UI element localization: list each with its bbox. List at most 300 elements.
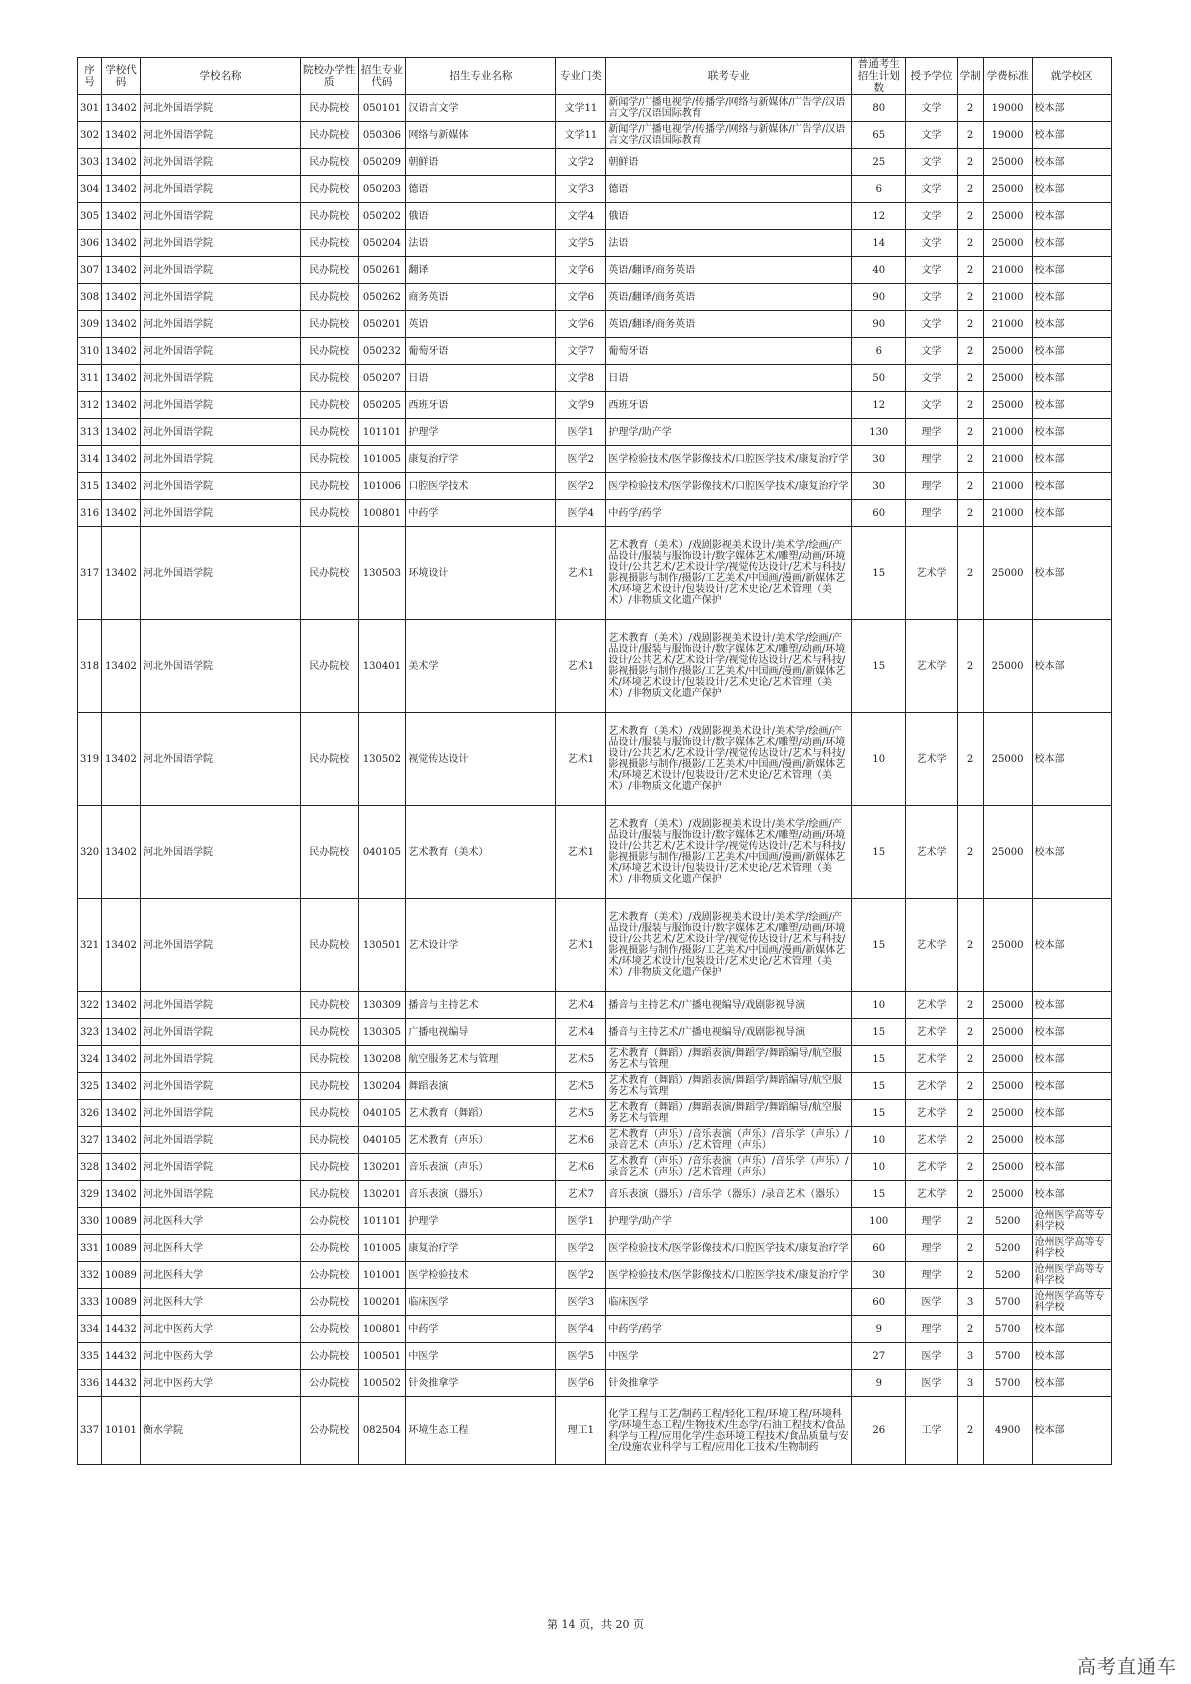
cell-joint-majors: 中医学 [606, 1343, 852, 1370]
cell-major-code: 130401 [358, 620, 406, 713]
cell-duration: 2 [957, 419, 983, 446]
cell-joint-majors: 法语 [606, 230, 852, 257]
cell-index: 314 [78, 446, 102, 473]
cell-school-name: 河北外国语学院 [141, 1100, 301, 1127]
cell-school-code: 13402 [101, 176, 140, 203]
cell-school-name: 河北中医药大学 [141, 1370, 301, 1397]
cell-school-name: 衡水学院 [141, 1397, 301, 1465]
cell-tuition: 5700 [983, 1370, 1032, 1397]
cell-major-code: 101101 [358, 419, 406, 446]
cell-joint-majors: 播音与主持艺术/广播电视编导/戏剧影视导演 [606, 992, 852, 1019]
cell-index: 335 [78, 1343, 102, 1370]
cell-school-name: 河北外国语学院 [141, 899, 301, 992]
cell-campus: 校本部 [1032, 806, 1111, 899]
cell-major-name: 日语 [406, 365, 556, 392]
cell-campus: 校本部 [1032, 1100, 1111, 1127]
cell-duration: 2 [957, 473, 983, 500]
cell-school-code: 13402 [101, 230, 140, 257]
cell-school-code: 14432 [101, 1370, 140, 1397]
table-row [78, 257, 1112, 284]
cell-major-name: 广播电视编导 [406, 1019, 556, 1046]
cell-degree: 文学 [906, 203, 957, 230]
table-row [78, 419, 1112, 446]
cell-degree: 理学 [906, 1235, 957, 1262]
cell-campus: 校本部 [1032, 1127, 1111, 1154]
cell-major-name: 音乐表演（声乐） [406, 1154, 556, 1181]
cell-duration: 2 [957, 620, 983, 713]
cell-campus: 校本部 [1032, 1343, 1111, 1370]
cell-school-type: 民办院校 [300, 620, 358, 713]
table-row [78, 1019, 1112, 1046]
cell-school-code: 10089 [101, 1208, 140, 1235]
cell-plan-count: 15 [852, 899, 906, 992]
cell-joint-majors: 英语/翻译/商务英语 [606, 257, 852, 284]
cell-category: 艺术1 [556, 899, 606, 992]
cell-major-code: 050203 [358, 176, 406, 203]
cell-tuition: 19000 [983, 122, 1032, 149]
cell-tuition: 25000 [983, 230, 1032, 257]
cell-plan-count: 6 [852, 176, 906, 203]
cell-major-name: 中药学 [406, 1316, 556, 1343]
cell-tuition: 21000 [983, 473, 1032, 500]
cell-degree: 医学 [906, 1343, 957, 1370]
cell-joint-majors: 艺术教育（美术）/戏剧影视美术设计/美术学/绘画/产品设计/服装与服饰设计/数字媒体艺术/雕塑/动画/环境设计/公共艺术/艺术设计学/视觉传达设计/艺术与科技/影视摄影与制作/摄影/工艺美术/中国画/漫画/新媒体艺术/环境艺术设计/包装设计/艺术史论/艺术管理（美术）/非物质文化遗产保护 [606, 527, 852, 620]
cell-degree: 艺术学 [906, 992, 957, 1019]
cell-school-name: 河北外国语学院 [141, 338, 301, 365]
cell-plan-count: 90 [852, 311, 906, 338]
cell-school-type: 公办院校 [300, 1343, 358, 1370]
cell-school-code: 13402 [101, 899, 140, 992]
table-row [78, 284, 1112, 311]
cell-campus: 校本部 [1032, 284, 1111, 311]
header-cell: 序号 [78, 58, 102, 95]
cell-major-code: 100201 [358, 1289, 406, 1316]
cell-index: 326 [78, 1100, 102, 1127]
cell-index: 309 [78, 311, 102, 338]
cell-degree: 理学 [906, 473, 957, 500]
cell-major-name: 网络与新媒体 [406, 122, 556, 149]
cell-duration: 2 [957, 446, 983, 473]
cell-major-name: 护理学 [406, 419, 556, 446]
cell-index: 318 [78, 620, 102, 713]
cell-major-name: 艺术教育（声乐） [406, 1127, 556, 1154]
cell-category: 医学5 [556, 1343, 606, 1370]
cell-school-code: 13402 [101, 1127, 140, 1154]
cell-school-type: 民办院校 [300, 899, 358, 992]
cell-duration: 2 [957, 1397, 983, 1465]
cell-category: 医学6 [556, 1370, 606, 1397]
cell-joint-majors: 护理学/助产学 [606, 1208, 852, 1235]
cell-school-code: 10089 [101, 1235, 140, 1262]
header-cell: 招生专业名称 [406, 58, 556, 95]
cell-duration: 2 [957, 338, 983, 365]
cell-campus: 校本部 [1032, 1046, 1111, 1073]
cell-school-type: 民办院校 [300, 122, 358, 149]
cell-category: 文学5 [556, 230, 606, 257]
cell-category: 艺术1 [556, 620, 606, 713]
cell-major-name: 医学检验技术 [406, 1262, 556, 1289]
cell-tuition: 21000 [983, 446, 1032, 473]
cell-major-name: 艺术教育（美术） [406, 806, 556, 899]
cell-major-name: 针灸推拿学 [406, 1370, 556, 1397]
cell-category: 理工1 [556, 1397, 606, 1465]
cell-joint-majors: 中药学/药学 [606, 500, 852, 527]
cell-school-type: 民办院校 [300, 365, 358, 392]
cell-duration: 2 [957, 527, 983, 620]
cell-tuition: 19000 [983, 95, 1032, 122]
cell-campus: 沧州医学高等专科学校 [1032, 1208, 1111, 1235]
cell-school-code: 13402 [101, 713, 140, 806]
cell-joint-majors: 新闻学/广播电视学/传播学/网络与新媒体/广告学/汉语言文学/汉语国际教育 [606, 122, 852, 149]
header-cell: 招生专业代码 [358, 58, 406, 95]
cell-category: 艺术4 [556, 992, 606, 1019]
cell-category: 艺术6 [556, 1127, 606, 1154]
cell-category: 文学8 [556, 365, 606, 392]
cell-category: 医学2 [556, 1262, 606, 1289]
table-row [78, 230, 1112, 257]
cell-tuition: 25000 [983, 1181, 1032, 1208]
cell-school-type: 公办院校 [300, 1235, 358, 1262]
cell-campus: 校本部 [1032, 1370, 1111, 1397]
table-row [78, 1262, 1112, 1289]
cell-index: 316 [78, 500, 102, 527]
cell-plan-count: 50 [852, 365, 906, 392]
watermark-text: 高考直通车 [1076, 1656, 1177, 1678]
cell-plan-count: 30 [852, 446, 906, 473]
cell-school-type: 民办院校 [300, 1073, 358, 1100]
cell-school-name: 河北外国语学院 [141, 311, 301, 338]
header-cell: 就学校区 [1032, 58, 1111, 95]
cell-major-code: 082504 [358, 1397, 406, 1465]
cell-campus: 校本部 [1032, 1019, 1111, 1046]
cell-duration: 2 [957, 713, 983, 806]
cell-school-name: 河北外国语学院 [141, 1073, 301, 1100]
cell-joint-majors: 艺术教育（美术）/戏剧影视美术设计/美术学/绘画/产品设计/服装与服饰设计/数字媒体艺术/雕塑/动画/环境设计/公共艺术/艺术设计学/视觉传达设计/艺术与科技/影视摄影与制作/摄影/工艺美术/中国画/漫画/新媒体艺术/环境艺术设计/包装设计/艺术史论/艺术管理（美术）/非物质文化遗产保护 [606, 806, 852, 899]
cell-degree: 艺术学 [906, 899, 957, 992]
cell-major-code: 130201 [358, 1154, 406, 1181]
cell-school-type: 民办院校 [300, 230, 358, 257]
cell-category: 艺术5 [556, 1100, 606, 1127]
cell-school-type: 民办院校 [300, 992, 358, 1019]
cell-major-code: 050204 [358, 230, 406, 257]
cell-plan-count: 25 [852, 149, 906, 176]
cell-tuition: 25000 [983, 1154, 1032, 1181]
cell-joint-majors: 艺术教育（舞蹈）/舞蹈表演/舞蹈学/舞蹈编导/航空服务艺术与管理 [606, 1100, 852, 1127]
cell-school-name: 河北医科大学 [141, 1289, 301, 1316]
cell-school-type: 民办院校 [300, 338, 358, 365]
cell-school-code: 13402 [101, 419, 140, 446]
cell-school-type: 公办院校 [300, 1397, 358, 1465]
cell-duration: 2 [957, 365, 983, 392]
cell-degree: 文学 [906, 95, 957, 122]
cell-duration: 3 [957, 1343, 983, 1370]
cell-major-code: 100501 [358, 1343, 406, 1370]
table-row [78, 473, 1112, 500]
cell-tuition: 21000 [983, 284, 1032, 311]
cell-campus: 校本部 [1032, 122, 1111, 149]
cell-duration: 2 [957, 311, 983, 338]
cell-school-code: 13402 [101, 149, 140, 176]
cell-degree: 理学 [906, 1316, 957, 1343]
table-row [78, 122, 1112, 149]
header-cell: 学校名称 [141, 58, 301, 95]
table-row [78, 1208, 1112, 1235]
cell-plan-count: 100 [852, 1208, 906, 1235]
cell-school-code: 13402 [101, 311, 140, 338]
cell-plan-count: 10 [852, 1127, 906, 1154]
cell-campus: 校本部 [1032, 257, 1111, 284]
cell-major-name: 朝鲜语 [406, 149, 556, 176]
cell-category: 艺术5 [556, 1073, 606, 1100]
cell-plan-count: 60 [852, 500, 906, 527]
cell-degree: 文学 [906, 311, 957, 338]
cell-school-name: 河北外国语学院 [141, 1046, 301, 1073]
cell-tuition: 5700 [983, 1289, 1032, 1316]
cell-duration: 2 [957, 230, 983, 257]
cell-degree: 艺术学 [906, 620, 957, 713]
table-row [78, 1235, 1112, 1262]
cell-school-type: 民办院校 [300, 806, 358, 899]
cell-school-code: 13402 [101, 473, 140, 500]
cell-category: 医学4 [556, 500, 606, 527]
cell-duration: 2 [957, 1154, 983, 1181]
cell-school-name: 河北外国语学院 [141, 1127, 301, 1154]
cell-degree: 艺术学 [906, 1127, 957, 1154]
cell-index: 329 [78, 1181, 102, 1208]
cell-duration: 2 [957, 1127, 983, 1154]
cell-major-code: 050261 [358, 257, 406, 284]
cell-index: 319 [78, 713, 102, 806]
header-cell: 联考专业 [606, 58, 852, 95]
cell-duration: 2 [957, 149, 983, 176]
cell-school-code: 13402 [101, 203, 140, 230]
cell-school-code: 13402 [101, 806, 140, 899]
cell-duration: 2 [957, 899, 983, 992]
cell-joint-majors: 德语 [606, 176, 852, 203]
cell-major-name: 艺术设计学 [406, 899, 556, 992]
table-row [78, 311, 1112, 338]
cell-school-type: 民办院校 [300, 176, 358, 203]
cell-major-code: 050209 [358, 149, 406, 176]
cell-campus: 校本部 [1032, 176, 1111, 203]
cell-category: 艺术1 [556, 806, 606, 899]
cell-degree: 文学 [906, 122, 957, 149]
cell-campus: 校本部 [1032, 446, 1111, 473]
cell-duration: 2 [957, 992, 983, 1019]
cell-index: 322 [78, 992, 102, 1019]
cell-school-code: 13402 [101, 1154, 140, 1181]
cell-major-name: 中药学 [406, 500, 556, 527]
table-body [78, 95, 1112, 1465]
table-row [78, 1100, 1112, 1127]
cell-duration: 2 [957, 1316, 983, 1343]
cell-campus: 校本部 [1032, 620, 1111, 713]
cell-duration: 3 [957, 1370, 983, 1397]
cell-duration: 2 [957, 1046, 983, 1073]
table-row [78, 1370, 1112, 1397]
cell-duration: 2 [957, 257, 983, 284]
cell-duration: 2 [957, 95, 983, 122]
cell-tuition: 25000 [983, 1019, 1032, 1046]
cell-school-type: 民办院校 [300, 203, 358, 230]
table-row [78, 1181, 1112, 1208]
cell-index: 328 [78, 1154, 102, 1181]
cell-school-name: 河北外国语学院 [141, 284, 301, 311]
cell-school-code: 10089 [101, 1289, 140, 1316]
cell-major-code: 100801 [358, 500, 406, 527]
cell-major-name: 美术学 [406, 620, 556, 713]
table-row [78, 500, 1112, 527]
cell-category: 文学6 [556, 257, 606, 284]
cell-major-code: 101005 [358, 1235, 406, 1262]
cell-school-type: 民办院校 [300, 1046, 358, 1073]
cell-degree: 文学 [906, 284, 957, 311]
cell-duration: 2 [957, 1262, 983, 1289]
cell-index: 337 [78, 1397, 102, 1465]
cell-school-code: 14432 [101, 1316, 140, 1343]
table-row [78, 446, 1112, 473]
cell-tuition: 5200 [983, 1208, 1032, 1235]
cell-index: 304 [78, 176, 102, 203]
table-row [78, 1127, 1112, 1154]
header-cell: 学校代码 [101, 58, 140, 95]
cell-duration: 2 [957, 176, 983, 203]
cell-school-type: 民办院校 [300, 473, 358, 500]
cell-major-name: 环境设计 [406, 527, 556, 620]
cell-joint-majors: 音乐表演（器乐）/音乐学（器乐）/录音艺术（器乐） [606, 1181, 852, 1208]
cell-school-code: 13402 [101, 95, 140, 122]
cell-major-code: 101101 [358, 1208, 406, 1235]
cell-degree: 艺术学 [906, 1100, 957, 1127]
cell-plan-count: 15 [852, 1100, 906, 1127]
cell-campus: 校本部 [1032, 338, 1111, 365]
cell-tuition: 21000 [983, 257, 1032, 284]
cell-degree: 艺术学 [906, 1046, 957, 1073]
cell-joint-majors: 俄语 [606, 203, 852, 230]
cell-campus: 校本部 [1032, 1073, 1111, 1100]
cell-major-name: 播音与主持艺术 [406, 992, 556, 1019]
cell-category: 艺术7 [556, 1181, 606, 1208]
cell-index: 303 [78, 149, 102, 176]
cell-major-code: 050232 [358, 338, 406, 365]
table-row [78, 899, 1112, 992]
cell-school-name: 河北医科大学 [141, 1262, 301, 1289]
cell-tuition: 5700 [983, 1316, 1032, 1343]
cell-campus: 沧州医学高等专科学校 [1032, 1262, 1111, 1289]
cell-school-type: 民办院校 [300, 713, 358, 806]
cell-major-code: 040105 [358, 1127, 406, 1154]
cell-school-name: 河北医科大学 [141, 1208, 301, 1235]
cell-major-name: 康复治疗学 [406, 446, 556, 473]
cell-category: 文学11 [556, 122, 606, 149]
cell-major-code: 130503 [358, 527, 406, 620]
header-cell: 院校办学性质 [300, 58, 358, 95]
cell-school-type: 民办院校 [300, 311, 358, 338]
cell-index: 332 [78, 1262, 102, 1289]
cell-plan-count: 15 [852, 527, 906, 620]
cell-plan-count: 30 [852, 473, 906, 500]
cell-tuition: 25000 [983, 365, 1032, 392]
cell-school-name: 河北外国语学院 [141, 1019, 301, 1046]
cell-index: 312 [78, 392, 102, 419]
cell-degree: 工学 [906, 1397, 957, 1465]
cell-category: 医学1 [556, 1208, 606, 1235]
cell-major-code: 130201 [358, 1181, 406, 1208]
cell-index: 321 [78, 899, 102, 992]
cell-major-code: 130501 [358, 899, 406, 992]
cell-duration: 2 [957, 806, 983, 899]
cell-school-name: 河北外国语学院 [141, 527, 301, 620]
cell-index: 327 [78, 1127, 102, 1154]
table-row [78, 1397, 1112, 1465]
cell-degree: 文学 [906, 392, 957, 419]
cell-school-type: 民办院校 [300, 1100, 358, 1127]
cell-major-name: 西班牙语 [406, 392, 556, 419]
header-row [78, 58, 1112, 95]
cell-index: 313 [78, 419, 102, 446]
cell-major-name: 翻译 [406, 257, 556, 284]
cell-category: 文学4 [556, 203, 606, 230]
cell-index: 334 [78, 1316, 102, 1343]
cell-school-type: 公办院校 [300, 1262, 358, 1289]
cell-joint-majors: 英语/翻译/商务英语 [606, 284, 852, 311]
cell-major-name: 英语 [406, 311, 556, 338]
cell-school-name: 河北外国语学院 [141, 95, 301, 122]
cell-joint-majors: 英语/翻译/商务英语 [606, 311, 852, 338]
cell-school-type: 民办院校 [300, 284, 358, 311]
table-row [78, 95, 1112, 122]
cell-category: 艺术1 [556, 527, 606, 620]
table-row [78, 992, 1112, 1019]
cell-tuition: 25000 [983, 992, 1032, 1019]
cell-school-name: 河北外国语学院 [141, 473, 301, 500]
cell-joint-majors: 艺术教育（声乐）/音乐表演（声乐）/音乐学（声乐）/录音艺术（声乐）/艺术管理（声乐） [606, 1127, 852, 1154]
cell-major-code: 130502 [358, 713, 406, 806]
cell-school-type: 民办院校 [300, 95, 358, 122]
cell-duration: 2 [957, 122, 983, 149]
cell-tuition: 25000 [983, 203, 1032, 230]
cell-tuition: 25000 [983, 1127, 1032, 1154]
cell-campus: 校本部 [1032, 365, 1111, 392]
cell-major-code: 050262 [358, 284, 406, 311]
cell-school-code: 13402 [101, 992, 140, 1019]
cell-plan-count: 9 [852, 1316, 906, 1343]
cell-school-code: 13402 [101, 365, 140, 392]
cell-index: 317 [78, 527, 102, 620]
cell-school-name: 河北医科大学 [141, 1235, 301, 1262]
cell-joint-majors: 西班牙语 [606, 392, 852, 419]
header-cell: 授予学位 [906, 58, 957, 95]
cell-category: 医学2 [556, 1235, 606, 1262]
cell-major-code: 050306 [358, 122, 406, 149]
cell-index: 301 [78, 95, 102, 122]
cell-category: 文学11 [556, 95, 606, 122]
cell-plan-count: 15 [852, 620, 906, 713]
admission-plan-table [77, 57, 1112, 1465]
cell-major-name: 康复治疗学 [406, 1235, 556, 1262]
cell-school-type: 民办院校 [300, 1181, 358, 1208]
cell-school-name: 河北外国语学院 [141, 992, 301, 1019]
cell-major-name: 护理学 [406, 1208, 556, 1235]
cell-campus: 校本部 [1032, 713, 1111, 806]
cell-index: 324 [78, 1046, 102, 1073]
cell-plan-count: 30 [852, 1262, 906, 1289]
cell-major-name: 艺术教育（舞蹈） [406, 1100, 556, 1127]
cell-degree: 文学 [906, 176, 957, 203]
cell-tuition: 25000 [983, 1100, 1032, 1127]
cell-school-type: 民办院校 [300, 1127, 358, 1154]
cell-campus: 校本部 [1032, 1154, 1111, 1181]
